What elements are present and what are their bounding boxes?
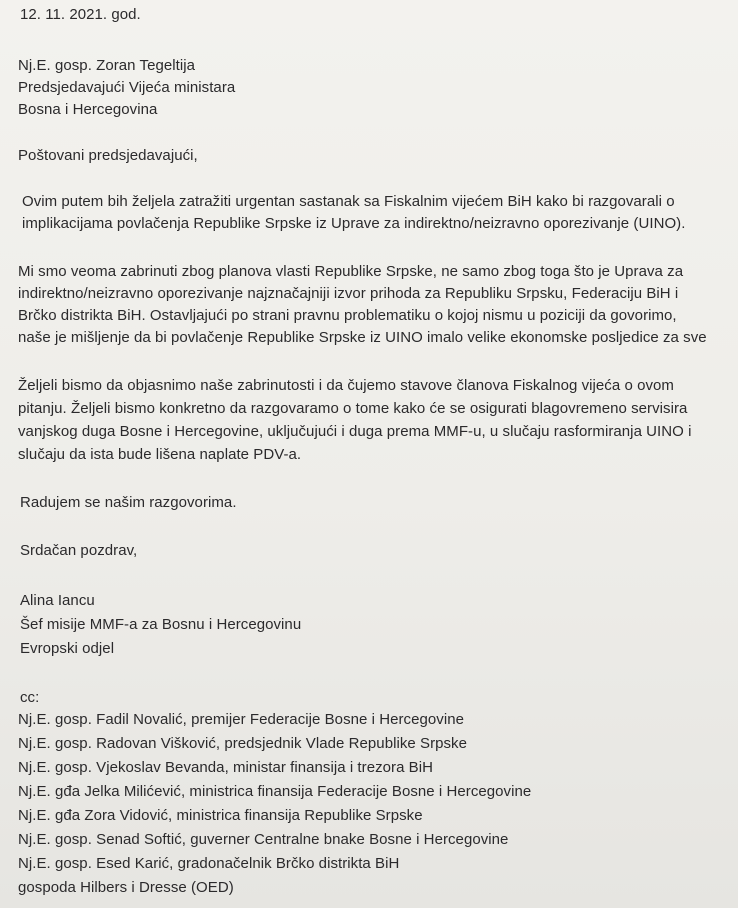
paragraph-line: implikacijama povlačenja Republike Srpske iz Uprave za indirektno/neizravno oporezivanje (UINO).: [22, 215, 686, 232]
paragraph-line: indirektno/neizravno oporezivanje najznačajniji izvor prihoda za Republiku Srpsku, Federaciju BiH i: [18, 285, 679, 302]
letter-date: 12. 11. 2021. god.: [20, 6, 141, 23]
paragraph-line: vanjskog duga Bosne i Hercegovine, uključujući i duga prema MMF-u, u slučaju rasformiranja UINO i: [18, 423, 692, 440]
cc-item: gospoda Hilbers i Dresse (OED): [18, 879, 234, 896]
closing-line: Radujem se našim razgovorima.: [20, 494, 237, 511]
cc-item: Nj.E. gđa Jelka Milićević, ministrica finansija Federacije Bosne i Hercegovine: [18, 783, 532, 800]
paragraph-line: naše je mišljenje da bi povlačenje Republike Srpske iz UINO imalo velike ekonomske posljedice za sve: [18, 329, 707, 346]
signer-department: Evropski odjel: [20, 640, 115, 657]
cc-item: Nj.E. gosp. Fadil Novalić, premijer Federacije Bosne i Hercegovine: [18, 711, 464, 728]
recipient-country: Bosna i Hercegovina: [18, 101, 158, 118]
cc-label: cc:: [20, 689, 40, 706]
cc-item: Nj.E. gosp. Vjekoslav Bevanda, ministar finansija i trezora BiH: [18, 759, 433, 776]
cc-item: Nj.E. gosp. Senad Softić, guverner Centralne bnake Bosne i Hercegovine: [18, 831, 509, 848]
paragraph-line: Mi smo veoma zabrinuti zbog planova vlasti Republike Srpske, ne samo zbog toga što je Uprava za: [18, 263, 684, 280]
signer-name: Alina Iancu: [20, 592, 95, 609]
signer-title: Šef misije MMF-a za Bosnu i Hercegovinu: [20, 616, 302, 633]
recipient-title: Predsjedavajući Vijeća ministara: [18, 79, 236, 96]
greeting: Srdačan pozdrav,: [20, 542, 138, 559]
cc-item: Nj.E. gosp. Radovan Višković, predsjednik Vlade Republike Srpske: [18, 735, 467, 752]
recipient-name: Nj.E. gosp. Zoran Tegeltija: [18, 57, 195, 74]
salutation: Poštovani predsjedavajući,: [18, 147, 198, 164]
cc-item: Nj.E. gosp. Esed Karić, gradonačelnik Brčko distrikta BiH: [18, 855, 400, 872]
paragraph-line: Ovim putem bih željela zatražiti urgentan sastanak sa Fiskalnim vijećem BiH kako bi razgovarali o: [22, 193, 675, 210]
paragraph-line: pitanju. Željeli bismo konkretno da razgovaramo o tome kako će se osigurati blagovremeno servisira: [18, 400, 688, 417]
paragraph-line: Brčko distrikta BiH. Ostavljajući po strani pravnu problematiku o kojoj nismu u poziciji da govorimo,: [18, 307, 677, 324]
paragraph-line: Željeli bismo da objasnimo naše zabrinutosti i da čujemo stavove članova Fiskalnog vijeća o ovom: [18, 377, 674, 394]
paragraph-line: slučaju da ista bude lišena naplate PDV-a.: [18, 446, 302, 463]
cc-item: Nj.E. gđa Zora Vidović, ministrica finansija Republike Srpske: [18, 807, 423, 824]
